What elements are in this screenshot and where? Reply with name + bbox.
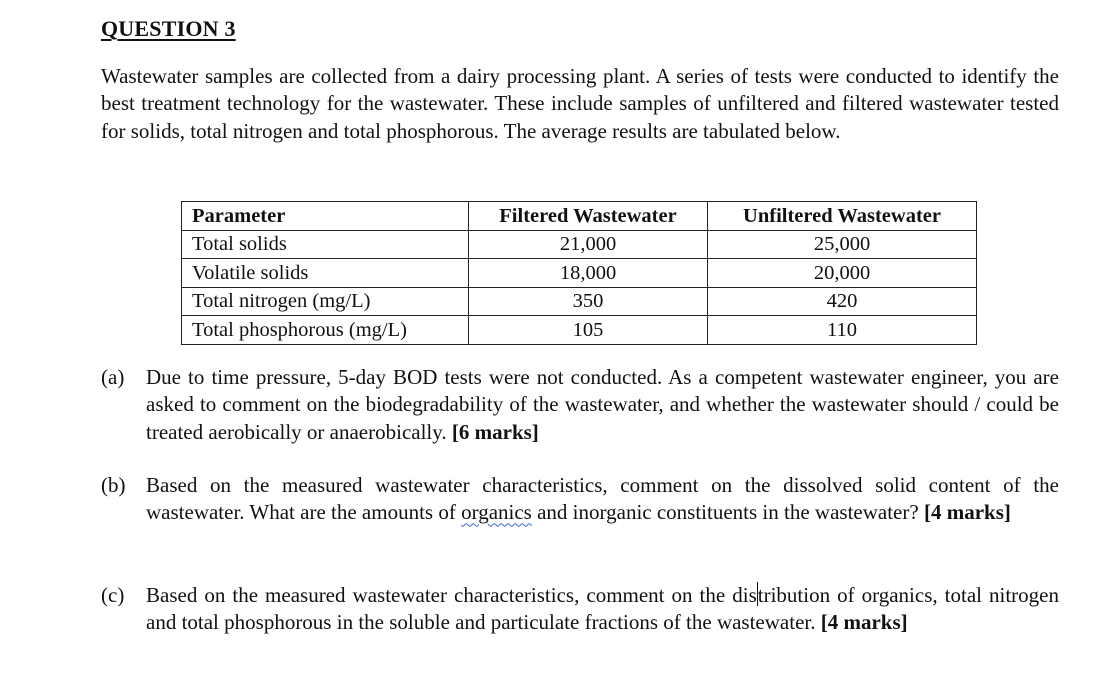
- table-header-row: [182, 202, 977, 231]
- table-cell: 350: [469, 287, 708, 316]
- marks-label: [4 marks]: [923, 500, 1011, 525]
- results-table: [181, 201, 977, 345]
- question-heading: QUESTION 3: [101, 16, 236, 41]
- table-cell: 105: [469, 316, 708, 345]
- question-b: [101, 472, 1059, 527]
- table-cell: 18,000: [469, 259, 708, 288]
- question-label: (a): [101, 365, 125, 389]
- question-body-continued: tribution of organics, total nitrogen and total phosphorous in the soluble and particulate fractions of the wastewater.: [146, 583, 1059, 635]
- question-body: Due to time pressure, 5-day BOD tests were not conducted. As a competent wastewater engineer, you are asked to comment on the biodegradability of the wastewater, and whether the wastewater should / could be treated aerobically or anaerobically.: [146, 365, 1059, 444]
- table-cell: 25,000: [708, 230, 977, 259]
- table-header-cell: Filtered Wastewater: [469, 202, 708, 231]
- table-header-cell: Parameter: [182, 202, 469, 231]
- table-row: [182, 316, 977, 345]
- marks-label: [6 marks]: [451, 419, 539, 444]
- question-body-continued: and inorganic constituents in the wastewater?: [531, 500, 924, 525]
- question-text: [146, 364, 1059, 446]
- table-cell: Total solids: [182, 230, 469, 259]
- question-c: [101, 582, 1059, 637]
- table-cell: 20,000: [708, 259, 977, 288]
- table-cell: Volatile solids: [182, 259, 469, 288]
- question-label: (b): [101, 473, 126, 497]
- table-cell: Total phosphorous (mg/L): [182, 316, 469, 345]
- table-row: [182, 287, 977, 316]
- table-cell: 110: [708, 316, 977, 345]
- question-label: (c): [101, 583, 125, 607]
- question-text: [146, 472, 1059, 527]
- question-body: Based on the measured wastewater characteristics, comment on the dissolved solid content of the wastewater. What are the amounts of: [146, 473, 1059, 525]
- table-cell: 21,000: [469, 230, 708, 259]
- intro-paragraph: Wastewater samples are collected from a dairy processing plant. A series of tests were conducted to identify the best treatment technology for the wastewater. These include samples of unfiltered and filtered wastewater tested for solids, total nitrogen and total phosphorous. The average results are tabulated below.: [101, 64, 1059, 143]
- table-row: [182, 230, 977, 259]
- marks-label: [4 marks]: [820, 610, 908, 635]
- question-body: Based on the measured wastewater characteristics, comment on the dis: [146, 583, 757, 607]
- table-cell: Total nitrogen (mg/L): [182, 287, 469, 316]
- question-a: [101, 364, 1059, 446]
- table-cell: 420: [708, 287, 977, 316]
- question-text: [146, 582, 1059, 637]
- table-row: [182, 259, 977, 288]
- spellcheck-flagged-word[interactable]: organics: [461, 500, 532, 525]
- table-header-cell: Unfiltered Wastewater: [708, 202, 977, 231]
